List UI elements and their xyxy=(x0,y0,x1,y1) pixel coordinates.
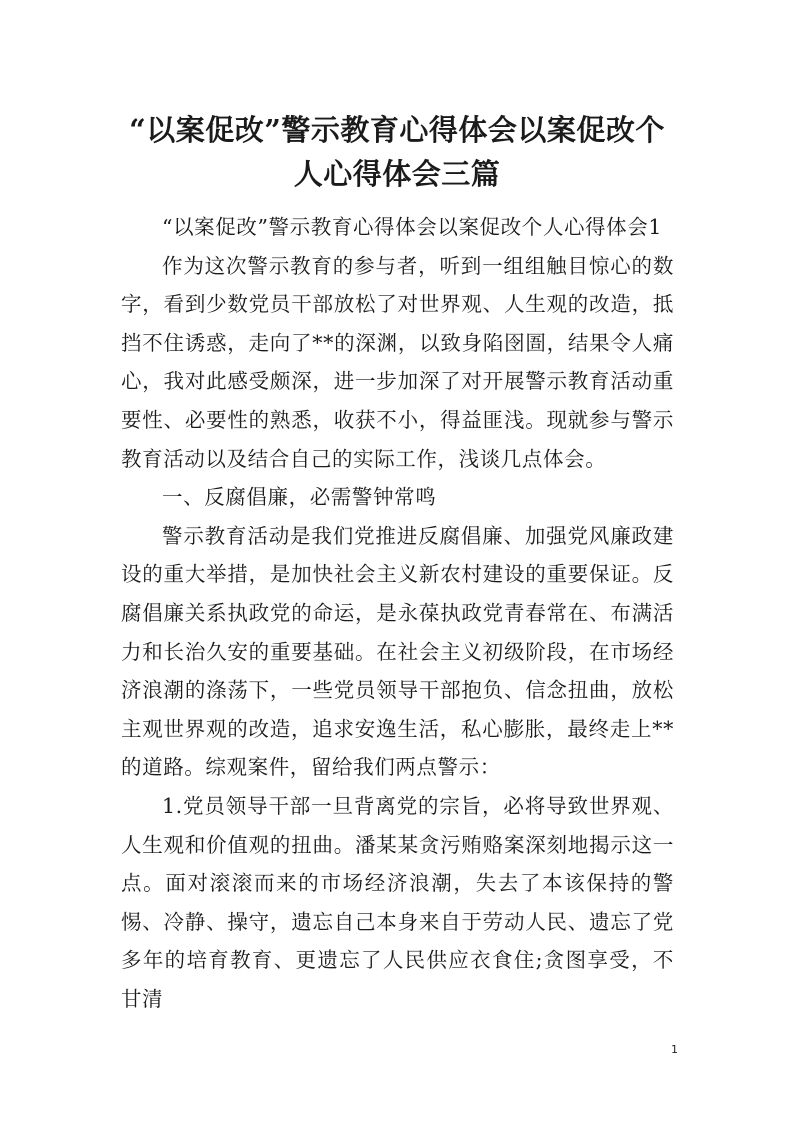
document-title: “以案促改”警示教育心得体会以案促改个人心得体会三篇 xyxy=(129,113,665,191)
body-paragraph: 1.党员领导干部一旦背离党的宗旨，必将导致世界观、人生观和价值观的扭曲。潘某某贪污贿赂案深刻地揭示这一点。面对滚滚而来的市场经济浪潮，失去了本该保持的警惕、冷静、操守，遗忘自己本身来自于劳动人民、遗忘了党多年的培育教育、更遗忘了人民供应衣食住;贪图享受，不甘清 xyxy=(121,793,674,1011)
section-heading: 一、反腐倡廉，必需警钟常鸣 xyxy=(162,485,437,510)
subtitle-paragraph: “以案促改”警示教育心得体会以案促改个人心得体会1 xyxy=(162,215,663,239)
body-paragraph: 警示教育活动是我们党推进反腐倡廉、加强党风廉政建设的重大举措，是加快社会主义新农村建设的重要保证。反腐倡廉关系执政党的命运，是永葆执政党青春常在、布满活力和长治久安的重要基础。在社会主义初级阶段，在市场经济浪潮的涤荡下，一些党员领导干部抱负、信念扭曲，放松主观世界观的改造，追求安逸生活，私心膨胀，最终走上**的道路。综观案件，留给我们两点警示： xyxy=(121,523,674,780)
document-body xyxy=(121,208,674,1018)
page-number: 1 xyxy=(671,1043,678,1056)
body-paragraph: 作为这次警示教育的参与者，听到一组组触目惊心的数字，看到少数党员干部放松了对世界观、人生观的改造，抵挡不住诱惑，走向了**的深渊，以致身陷囹圄，结果令人痛心，我对此感受颇深，进一步加深了对开展警示教育活动重要性、必要性的熟悉，收获不小，得益匪浅。现就参与警示教育活动以及结合自己的实际工作，浅谈几点体会。 xyxy=(121,253,674,471)
